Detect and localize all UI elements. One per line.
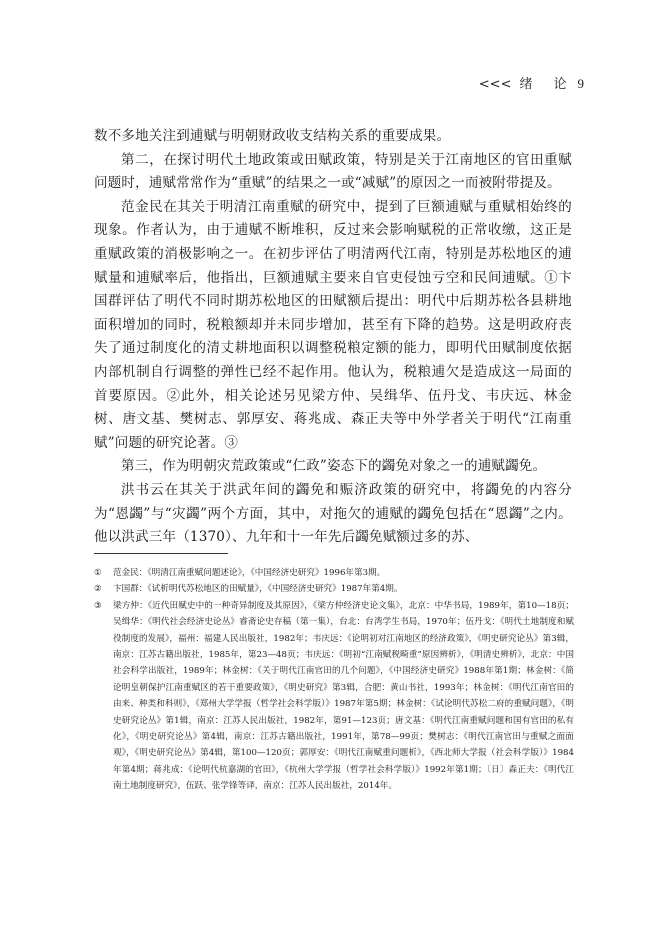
footnotes [94, 565, 574, 795]
header-arrows: <<< [478, 77, 512, 92]
paragraph-continuation: 数不多地关注到逋赋与明朝财政收支结构关系的重要成果。 [94, 128, 451, 144]
footnote-marker: ③ [94, 600, 102, 611]
page-number: 9 [577, 76, 585, 91]
footnote-text: 卞国群：《试析明代苏松地区的田赋量》，《中国经济史研究》1987年第4期。 [113, 584, 403, 595]
footnote-2 [94, 581, 574, 597]
footnote-divider [94, 553, 228, 554]
body-text [94, 125, 572, 550]
footnote-marker: ① [94, 568, 102, 578]
paragraph-fan-jinmin: 范金民在其关于明清江南重赋的研究中，提到了巨额逋赋与重赋相始终的现象。作者认为，由于逋赋不断堆积，反过来会影响赋税的正常收缴，这正是重赋政策的消极影响之一。在初步评估了明清两代江南，特别是苏松地区的逋赋量和逋赋率后，他指出，巨额逋赋主要来自官吏侵蚀亏空和民间逋赋。①卞国群评估了明代不同时期苏松地区的田赋额后提出：明代中后期苏松各县耕地面积增加的同时，税粮额却并未同步增加，甚至有下降的趋势。这是明政府丧失了通过制度化的清丈耕地面积以调整税粮定额的能力，即明代田赋制度依据内部机制自行调整的弹性已经不起作用。他认为，税粮逋欠是造成这一局面的首要原因。②此外，相关论述另见梁方仲、吴缉华、伍丹戈、韦庆远、林金树、唐文基、樊树志、郭厚安、蒋兆成、森正夫等中外学者关于明代“江南重赋”问题的研究论著。③ [94, 198, 572, 451]
footnote-text: 梁方仲：《近代田赋史中的一种奇异制度及其原因》，《梁方仲经济史论文集》，北京：中华书局，1989年，第10—18页；吴缉华：《明代社会经济史论丛》睿斋论史存稿（第一集），台北：台湾学生书局，1970年；伍丹戈：《明代土地制度和赋役制度的发展》，福州：福建人民出版社，1982年；韦庆远：《论明初对江南地区的经济政策》，《明史研究论丛》第3辑，南京：江苏古籍出版社，1985年，第23—48页；韦庆远：《明初“江南赋税畸重”原因辨析》，《明清史辨析》，北京：中国社会科学出版社，1989年；林金树：《关于明代江南官田的几个问题》，《中国经济史研究》1988年第1期；林金树：《简论明皇朝保护江南重赋区的若干重要政策》，《明史研究》第3辑，合肥：黄山书社，1993年；林金树：《明代江南官田的由来、种类和科则》，《郑州大学学报（哲学社会科学版）》1987年第5期；林金树：《试论明代苏松二府的重赋问题》，《明史研究论丛》第1辑，南京：江苏人民出版社，1982年，第91—123页；唐文基：《明代江南重赋问题和国有官田的私有化》，《明史研究论丛》第4辑，南京：江苏古籍出版社，1991年，第78—99页；樊树志：《明代江南官田与重赋之面面观》，《明史研究论丛》第4辑，第100—120页；郭厚安：《明代江南赋重问题析》，《西北师大学报（社会科学版）》1984年第4期；蒋兆成：《论明代杭嘉湖的官田》，《杭州大学学报（哲学社会科学版）》1992年第1期；〔日〕森正夫：《明代江南土地制度研究》，伍跃、张学锋等译，南京：江苏人民出版社，2014年。 [113, 600, 574, 792]
footnote-3 [94, 598, 574, 795]
footnote-1 [94, 565, 574, 581]
footnote-marker: ② [94, 584, 102, 595]
paragraph-third-point: 第三，作为明朝灾荒政策或“仁政”姿态下的蠲免对象之一的逋赋蠲免。 [121, 458, 547, 475]
running-header [479, 73, 585, 92]
header-title-second-char: 论 [553, 77, 568, 92]
paragraph-hong-shuyun: 洪书云在其关于洪武年间的蠲免和赈济政策的研究中，将蠲免的内容分为“恩蠲”与“灾蠲”两个方面，其中，对拖欠的逋赋的蠲免包括在“恩蠲”之内。他以洪武三年（1370）、九年和十一年先后蠲免赋额过多的苏、 [94, 481, 572, 546]
footnote-text: 范金民：《明清江南重赋问题述论》，《中国经济史研究》1996年第3期。 [113, 568, 386, 578]
paragraph-second-point: 第二，在探讨明代土地政策或田赋政策，特别是关于江南地区的官田重赋问题时，逋赋常常作为“重赋”的结果之一或“减赋”的原因之一而被附带提及。 [94, 151, 572, 192]
header-title-first-char: 绪 [519, 77, 534, 92]
